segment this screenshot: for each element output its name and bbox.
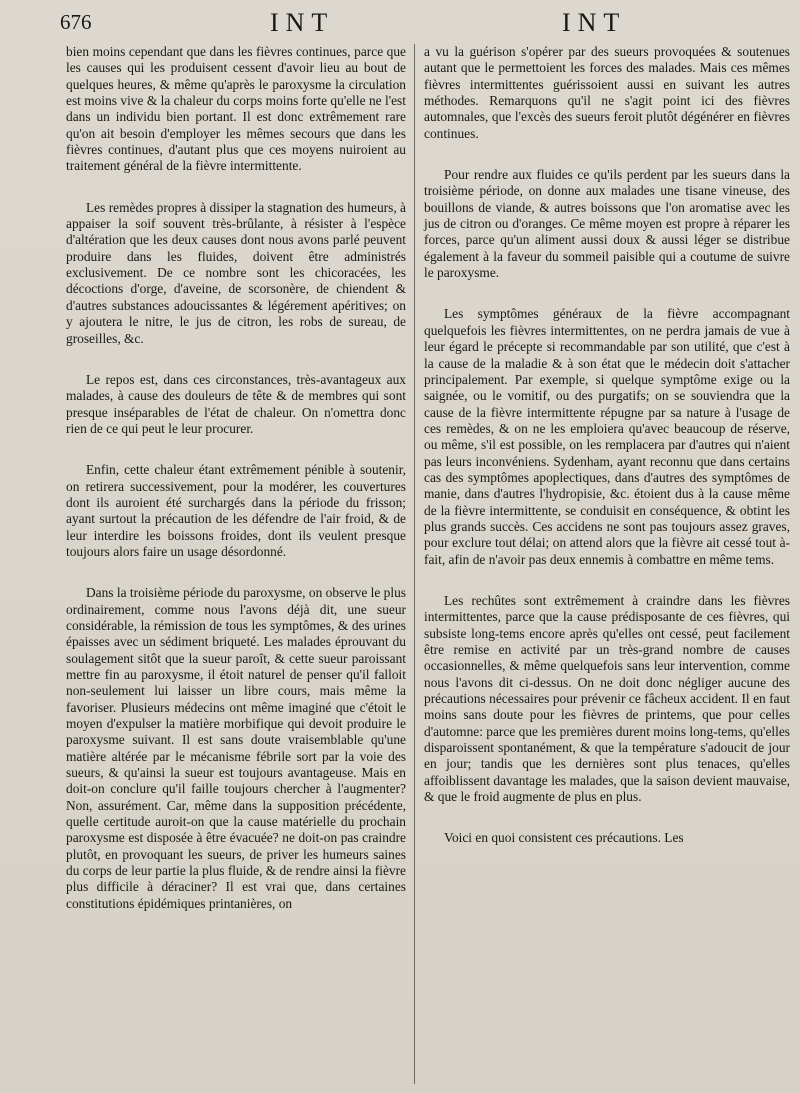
right-running-head: INT xyxy=(562,8,627,37)
paragraph: bien moins cependant que dans les fièvres continues, parce que les causes qui les produisent cessent d'avoir lieu au bout de quelques heures, & même qu'après le paroxysme la circulation est moins vive & la chaleur du corps moins forte qu'elle ne l'est dans un individu bien portant. Il est donc extrêmement rare qu'on ait besoin d'employer les mêmes secours que dans les fièvres continues, d'autant plus que ces moyens nuiroient au traitement général de la fièvre intermittente. xyxy=(66,44,406,174)
right-column xyxy=(424,44,790,847)
left-running-head: INT xyxy=(270,8,335,37)
left-column xyxy=(66,44,406,912)
running-header xyxy=(60,8,780,38)
page-number: 676 xyxy=(60,10,92,34)
paragraph: a vu la guérison s'opérer par des sueurs provoquées & soutenues autant que le permettoient les forces des malades. Mais ces mêmes fièvres intermittentes guérissoient aussi en suivant les autres méthodes. Remarquons qu'il ne s'agit point ici des fièvres automnales, que l'excès des sueurs feroit plutôt dégénérer en fièvres continues. xyxy=(424,44,790,141)
paragraph: Enfin, cette chaleur étant extrêmement pénible à soutenir, on retirera successivement, pour la modérer, les couvertures dont ils auroient été surchargés dans la période du frisson; ayant surtout la précaution de les défendre de l'air froid, & de leur interdire les boissons froides, dont ils veulent presque toujours alors faire un usage désordonné. xyxy=(66,462,406,559)
paragraph: Le repos est, dans ces circonstances, très-avantageux aux malades, à cause des douleurs de tête & de membres qui sont presque inséparables de l'état de chaleur. On n'omettra donc rien de ce qui peut le leur procurer. xyxy=(66,371,406,436)
paragraph: Voici en quoi consistent ces précautions. Les xyxy=(444,830,684,846)
column-divider xyxy=(414,44,415,1084)
paragraph: Les symptômes généraux de la fièvre accompagnant quelquefois les fièvres intermittentes, on ne perdra jamais de vue à leur égard le précepte si recommandable par son utilité, que c'est à la cause de la maladie & à son état que le médecin doit s'attacher principalement. Par exemple, si quelque symptôme exige ou la saignée, ou le vomitif, ou des purgatifs; on se souviendra que la cause de la fièvre intermittente répugne par sa nature à l'usage de ces remèdes, & on ne les emploiera qu'avec beaucoup de réserve, ou même, s'il est possible, on les remplacera par d'autres qui n'aient pas leurs inconvéniens. Sydenham, ayant reconnu que dans certains cas des symptômes apoplectiques, dans d'autres des symptômes de manie, dans d'autres l'hydropisie, &c. étoient dus à la cause même de la fièvre intermittente, se conduisit en conséquence, & obtint les plus grands succès. Ces accidens ne sont pas toujours assez graves, pour exclure tout délai; on attend alors que la fièvre ait cessé tout à-fait, afin de n'avoir pas deux ennemis à combattre en même tems. xyxy=(424,306,790,567)
paragraph: Les rechûtes sont extrêmement à craindre dans les fièvres intermittentes, parce que la cause prédisposante de ces fièvres, qui subsiste long-tems encore après qu'elles ont cessé, peut facilement être remise en activité par un très-grand nombre de causes occasionnelles, & même quelquefois sans leur intervention, comme nous l'avons dit ci-dessus. On ne doit donc négliger aucune des précautions nécessaires pour prévenir ce fâcheux accident. Il en faut moins sans doute pour les fièvres de printems, que pour celles d'automne: parce que les premières durent moins long-tems, qu'elles disparoissent spontanément, & que la température s'adoucit de jour en jour; tandis que les dernières sont plus tenaces, qu'elles affoiblissent davantage les malades, que la saison devient mauvaise, & que le froid augmente de plus en plus. xyxy=(424,592,790,805)
paragraph: Dans la troisième période du paroxysme, on observe le plus ordinairement, comme nous l'avons déjà dit, une sueur considérable, la rémission de tous les symptômes, & des urines épaisses avec un sédiment briqueté. Les malades éprouvant du soulagement sitôt que la sueur paroît, & cette sueur paroissant mettre fin au paroxysme, il étoit naturel de penser qu'il falloit non-seulement lui laisser un libre cours, mais même la favoriser. Plusieurs médecins ont même imaginé que c'étoit le moyen d'expulser la matière morbifique qui devoit produire le paroxysme suivant. Il est sans doute vraisemblable qu'une matière altérée par le mécanisme fébrile sort par la voie des sueurs, & qu'ainsi la sueur est toujours avantageuse. Mais en doit-on conclure qu'il faille toujours chercher à l'augmenter? Non, assurément. Car, même dans la supposition précédente, quelle certitude auroit-on que la cause matérielle du prochain paroxysme est disposée à être évacuée? ne doit-on pas craindre plutôt, en provoquant les sueurs, de priver les humeurs saines du corps de leur partie la plus fluide, & de rendre ainsi la fièvre plus difficile à déraciner? Il est vrai que, dans certaines constitutions épidémiques printanières, on xyxy=(66,585,406,911)
paragraph: Pour rendre aux fluides ce qu'ils perdent par les sueurs dans la troisième période, on donne aux malades une tisane vineuse, des bouillons de viande, & autres boissons que l'on aromatise avec les jus de citron ou d'oranges. Ce même moyen est propre à réparer les forces, parce qu'un aliment aussi doux & aussi léger se distribue également à la faveur du sommeil paisible qui a coutume de suivre le paroxysme. xyxy=(424,167,790,281)
paragraph: Les remèdes propres à dissiper la stagnation des humeurs, à appaiser la soif souvent très-brûlante, à résister à l'espèce d'altération que les deux causes dont nous avons parlé peuvent produire dans les fluides, doivent être administrés exclusivement. De ce nombre sont les chicoracées, les décoctions d'orge, d'aveine, de scorsonère, de chiendent & d'autres substances adoucissantes & légérement apéritives; on y ajoutera le nitre, le jus de citron, les robs de sureau, de groseilles, &c. xyxy=(66,199,406,346)
